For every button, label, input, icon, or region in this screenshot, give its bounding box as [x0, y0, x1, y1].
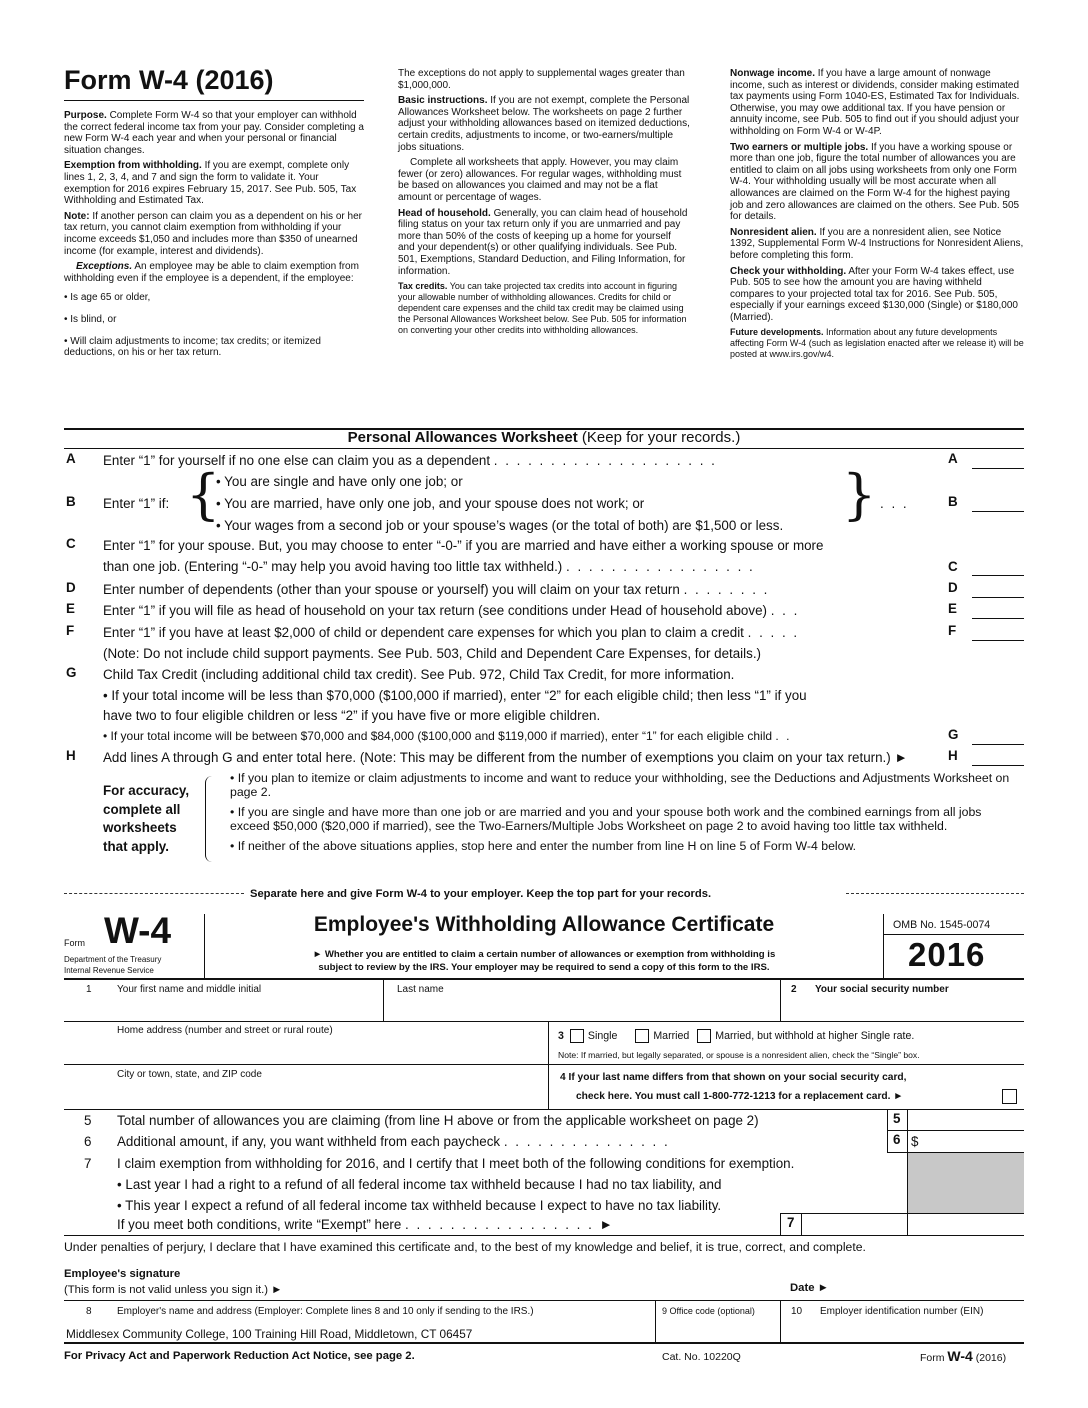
- row-c-dots: . . . . . . . . . . . . . . . . .: [566, 559, 755, 574]
- certificate-subtitle-1: ► Whether you are entitled to claim a certain number of allowances or exemption from withholding is: [312, 949, 776, 960]
- field-3-note: Note: If married, but legally separated, or spouse is a nonresident alien, check the “Single” box.: [558, 1050, 920, 1060]
- last-name-input[interactable]: [396, 998, 778, 1020]
- row-d-dots: . . . . . . . .: [683, 582, 770, 597]
- title-rule: [64, 100, 364, 101]
- vrule-ein: [780, 1301, 781, 1342]
- exception-bullet-3: • Will claim adjustments to income; tax credits; or itemized deductions, on his or her tax return.: [64, 335, 321, 359]
- row-b-answer[interactable]: [972, 495, 1024, 512]
- first-name-label: Your first name and middle initial: [117, 984, 262, 995]
- employer-rule: [64, 1342, 1024, 1344]
- line-7-bullet-1: • Last year I had a right to a refund of all federal income tax withheld because I had no tax liability, and: [117, 1177, 722, 1192]
- check-withholding-text: After your Form W-4 takes effect, use Pub. 505 to see how the amount you are having withheld compares to your projected total tax for 2016. See Pub. 505, especially if your earnings exceed $130,000 (Single) or $180,000 (Married).: [730, 265, 1018, 323]
- privacy-notice: For Privacy Act and Paperwork Reduction Act Notice, see page 2.: [64, 1350, 415, 1362]
- row-b-bullet-2: • You are married, have only one job, and your spouse does not work; or: [216, 496, 645, 511]
- row-g-right-letter: G: [948, 727, 959, 742]
- basic-heading: Basic instructions.: [398, 95, 488, 107]
- row-f-answer[interactable]: [972, 624, 1024, 641]
- tax-credits-text: You can take projected tax credits into account in figuring your allowable number of withholding allowances. Credits for child or dependent care expenses and the child tax credit may be claimed using the Personal Allowances Worksheet below. See Pub. 505 for information on converting your other credits into withholding allowances.: [398, 281, 687, 336]
- header-divider-right: [883, 914, 884, 978]
- row2-rule: [64, 1064, 1024, 1065]
- form-title: Form W-4 (2016): [64, 65, 274, 95]
- date-label: Date ►: [790, 1282, 829, 1294]
- row-f-label: Enter “1” if you have at least $2,000 of child or dependent care expenses for which you plan to claim a credit: [103, 625, 744, 640]
- row-e-label: Enter “1” if you will file as head of household on your tax return (see conditions under Head of household above): [103, 603, 767, 618]
- row-d-label: Enter number of dependents (other than your spouse or yourself) you will claim on your tax return: [103, 582, 680, 597]
- row-d-letter: D: [66, 580, 76, 595]
- instructions-column-1: [64, 110, 364, 363]
- row-c-line-2: [103, 557, 943, 577]
- vrule-shade: [907, 1152, 908, 1235]
- row-h-text: Add lines A through G and enter total here. (Note: This may be different from the number of exemptions you claim on your tax return.) ►: [103, 750, 908, 765]
- row-b-bullet-1: • You are single and have only one job; or: [216, 474, 463, 489]
- line-5-text: Total number of allowances you are claiming (from line H above or from the applicable worksheet on page 2): [117, 1113, 759, 1128]
- row-b-dots: . . .: [880, 496, 909, 511]
- row-d-text: [103, 580, 943, 600]
- left-brace-icon: {: [186, 463, 221, 526]
- line-7-number: 7: [84, 1156, 92, 1171]
- form-label: Form: [64, 938, 85, 948]
- row-g-dots: . .: [775, 729, 792, 743]
- line-7-exempt: [117, 1215, 787, 1235]
- hoh-heading: Head of household.: [398, 207, 491, 219]
- row-f-right-letter: F: [948, 623, 957, 638]
- ein-label: Employer identification number (EIN): [820, 1306, 984, 1317]
- row-d-answer[interactable]: [972, 581, 1024, 598]
- vrule-office: [655, 1301, 656, 1342]
- office-code-label: 9 Office code (optional): [662, 1306, 755, 1316]
- row-h-answer[interactable]: [972, 749, 1024, 766]
- signature-rule: [64, 1300, 1024, 1301]
- row-c-answer[interactable]: [972, 559, 1024, 576]
- line-6-text: [117, 1132, 877, 1152]
- row-e-answer[interactable]: [972, 602, 1024, 619]
- exemption-text: If you are exempt, complete only lines 1, 2, 3, 4, and 7 and sign the form to validate it. Your exemption for 2016 expires February 15, 2017. See Pub. 505, Tax Withholding and Estimated Tax.: [64, 160, 357, 207]
- row-a-answer[interactable]: [972, 452, 1024, 469]
- two-earners-heading: Two earners or multiple jobs.: [730, 141, 869, 153]
- line-6-number: 6: [84, 1134, 92, 1149]
- row-g-text: Child Tax Credit (including additional child tax credit). See Pub. 972, Child Tax Credit, for more information.: [103, 667, 735, 682]
- field-1-number: 1: [86, 984, 92, 995]
- instructions-column-3: [730, 68, 1024, 364]
- row-d-right-letter: D: [948, 580, 958, 595]
- nonresident-text: If you are a nonresident alien, see Notice 1392, Supplemental Form W-4 Instructions for Nonresident Aliens, before completing this form.: [730, 226, 1024, 261]
- row-e-letter: E: [66, 601, 75, 616]
- signature-input[interactable]: [350, 1268, 780, 1296]
- row-a-right-letter: A: [948, 451, 958, 466]
- row-h-letter: H: [66, 748, 76, 763]
- row3-rule: [64, 1109, 1024, 1110]
- certificate-subtitle-2: subject to review by the IRS. Your employer may be required to send a copy of this form to the IRS.: [318, 962, 770, 973]
- catalog-number: Cat. No. 10220Q: [662, 1351, 741, 1363]
- exception-bullet-2: • Is blind, or: [64, 313, 117, 325]
- line-7-bottom-rule: [64, 1235, 1024, 1236]
- line-5-input[interactable]: [910, 1112, 1020, 1130]
- nonwage-heading: Nonwage income.: [730, 68, 816, 79]
- name-differs-checkbox[interactable]: [1002, 1089, 1017, 1104]
- hoh-text: Generally, you can claim head of household filing status on your tax return only if you are unmarried and pay more than 50% of the costs of keeping up a home for yourself and your dependent(s) or other qualifying individuals. See Pub. 501, Exemptions, Standard Deduction, and Filing Information, for information.: [398, 207, 688, 277]
- ssn-label: Your social security number: [815, 984, 949, 995]
- row-b-right-letter: B: [948, 494, 958, 509]
- line-7-dots: . . . . . . . . . . . . . . . . . ►: [405, 1217, 615, 1232]
- row-h-right-letter: H: [948, 748, 958, 763]
- note-heading: Note:: [64, 210, 90, 222]
- separator-text: Separate here and give Form W-4 to your employer. Keep the top part for your records.: [250, 888, 712, 900]
- row-g-answer[interactable]: [972, 728, 1024, 745]
- accuracy-brace: [205, 776, 212, 862]
- two-earners-text: If you have a working spouse or more than one job, figure the total number of allowances you are entitled to claim on all jobs using worksheets from only one Form W-4. Your withholding usually will be most accurate when all allowances are claimed on the Form W-4 for the highest paying job and zero allowances are claimed on the others. See Pub. 505 for details.: [730, 141, 1020, 223]
- footer-form-year: (2016): [975, 1352, 1007, 1364]
- vrule-status: [548, 1022, 549, 1110]
- certificate-title: Employee's Withholding Allowance Certificate: [313, 913, 775, 936]
- department: Department of the Treasury: [64, 955, 162, 964]
- worksheet-subtitle: (Keep for your records.): [581, 429, 741, 446]
- row-e-text: [103, 601, 943, 621]
- separator-row: [64, 886, 1024, 902]
- worksheets-text: Complete all worksheets that apply. However, you may claim fewer (or zero) allowances. For regular wages, withholding must be based on allowances you claimed and may not be a flat amount or percentage of wages.: [398, 157, 682, 203]
- city-label: City or town, state, and ZIP code: [117, 1069, 262, 1080]
- basic-text: If you are not exempt, complete the Personal Allowances Worksheet below. The worksheets on page 2 further adjust your withholding allowances based on itemized deductions, certain credits, adjustments to income, or two-earners/multiple jobs situations.: [398, 95, 690, 153]
- office-code-input[interactable]: [660, 1320, 778, 1340]
- line-5-rule: [887, 1130, 1024, 1131]
- row-b-letter: B: [66, 494, 76, 509]
- exempt-input[interactable]: [804, 1215, 904, 1233]
- row-a-letter: A: [66, 451, 76, 466]
- supplemental-text: The exceptions do not apply to supplemental wages greater than $1,000,000.: [398, 68, 685, 91]
- line-7-box-number: 7: [787, 1215, 795, 1230]
- row-c-letter: C: [66, 536, 76, 551]
- purpose-heading: Purpose.: [64, 110, 107, 121]
- nonresident-heading: Nonresident alien.: [730, 226, 817, 238]
- accuracy-item-3: • If neither of the above situations applies, stop here and enter the number from line H on line 5 of Form W-4 below.: [230, 839, 857, 853]
- single-checkbox[interactable]: [570, 1029, 584, 1043]
- married-label: Married: [653, 1029, 690, 1042]
- date-input[interactable]: [840, 1280, 1020, 1298]
- employer-label: Employer's name and address (Employer: Complete lines 8 and 10 only if sending to the IRS.): [117, 1306, 534, 1317]
- row1-rule: [64, 1021, 1024, 1022]
- field-4-line-1: 4 If your last name differs from that shown on your social security card,: [560, 1072, 907, 1083]
- row-a-text: [103, 451, 943, 471]
- line-6-box-number: 6: [893, 1132, 901, 1147]
- row-g-letter: G: [66, 665, 77, 680]
- signature-note: (This form is not valid unless you sign it.) ►: [64, 1284, 283, 1296]
- row-f-note: (Note: Do not include child support payments. See Pub. 503, Child and Dependent Care Expenses, for details.): [103, 646, 762, 661]
- vrule-line-7: [780, 1214, 781, 1235]
- line-6-label: Additional amount, if any, you want withheld from each paycheck: [117, 1134, 501, 1149]
- vrule-line-7b: [801, 1214, 802, 1235]
- line-6-input[interactable]: [924, 1133, 1020, 1151]
- exemption-heading: Exemption from withholding.: [64, 160, 202, 172]
- line-5-box-number: 5: [893, 1111, 901, 1126]
- future-heading: Future developments.: [730, 327, 824, 338]
- row-g-line-1: • If your total income will be less than $70,000 ($100,000 if married), enter “2” for each eligible child; then less “1” if you: [103, 688, 807, 703]
- purpose-text: Complete Form W-4 so that your employer can withhold the correct federal income tax from your pay. Consider completing a new Form W-4 each year and when your personal or financial situation changes.: [64, 110, 364, 156]
- note-text: If another person can claim you as a dependent on his or her tax return, you cannot claim exemption from withholding if your income exceeds $1,050 and includes more than $350 of unearned income (for example, interest and dividends).: [64, 210, 362, 257]
- field-3-number: 3: [558, 1029, 564, 1042]
- exceptions-text: An employee may be able to claim exemption from withholding even if the employee is a dependent, if the employee:: [64, 261, 359, 284]
- form-name: W-4: [104, 910, 172, 951]
- worksheet-title: Personal Allowances Worksheet: [347, 429, 578, 446]
- future-text: Information about any future developments affecting Form W-4 (such as legislation enacted after we release it) will be posted at www.irs.gov/w4.: [730, 327, 1024, 360]
- vrule-line-num: [887, 1110, 888, 1152]
- worksheet-heading: [64, 428, 1024, 448]
- row-c-right-letter: C: [948, 559, 958, 574]
- employer-name-value[interactable]: Middlesex Community College, 100 Training Hill Road, Middletown, CT 06457: [66, 1327, 473, 1341]
- separator-dash-left: [64, 893, 244, 894]
- married-higher-label: Married, but withhold at higher Single rate.: [715, 1029, 915, 1042]
- ssn-input[interactable]: [790, 998, 1020, 1020]
- home-address-label: Home address (number and street or rural route): [117, 1025, 333, 1036]
- perjury-statement: Under penalties of perjury, I declare that I have examined this certificate and, to the best of my knowledge and belief, it is true, correct, and complete.: [64, 1240, 866, 1254]
- row-g-line-3: [103, 727, 791, 745]
- filing-status: [558, 1029, 914, 1043]
- tax-credits-heading: Tax credits.: [398, 281, 448, 292]
- line-7-exempt-label: If you meet both conditions, write “Exempt” here: [117, 1217, 402, 1232]
- nonwage-text: If you have a large amount of nonwage income, such as interest or dividends, consider making estimated tax payments using Form 1040-ES, Estimated Tax for Individuals. Otherwise, you may owe additional tax. If you have pension or annuity income, see Pub. 505 to find out if you should adjust your withholding on Form W-4 or W-4P.: [730, 68, 1020, 137]
- line-7-top-rule: [780, 1213, 1024, 1214]
- certificate-subtitle: [205, 948, 883, 974]
- row-f-dots: . . . . .: [747, 625, 800, 640]
- married-higher-checkbox[interactable]: [697, 1029, 711, 1043]
- dollar-sign: $: [911, 1134, 919, 1149]
- exception-bullet-1: • Is age 65 or older,: [64, 292, 151, 304]
- instructions-column-2: [398, 68, 690, 340]
- exceptions-heading: Exceptions.: [76, 261, 133, 273]
- ein-input[interactable]: [786, 1320, 1020, 1340]
- accuracy-label: For accuracy, complete all worksheets that apply.: [103, 783, 190, 854]
- line-7-bullet-2: • This year I expect a refund of all federal income tax withheld because I expect to have no tax liability.: [117, 1198, 722, 1213]
- line-6-dots: . . . . . . . . . . . . . . .: [503, 1134, 670, 1149]
- row-e-dots: . . .: [770, 603, 800, 618]
- footer-form-id: [920, 1348, 1006, 1364]
- home-address-input[interactable]: [116, 1040, 546, 1062]
- row-c-line-1: Enter “1” for your spouse. But, you may choose to enter “-0-” if you are married and have either a working spouse or more: [103, 538, 824, 553]
- field-8-number: 8: [86, 1306, 92, 1317]
- field-2-number: 2: [791, 984, 797, 995]
- field-10-number: 10: [791, 1306, 803, 1317]
- row-c-label: than one job. (Entering “-0-” may help you avoid having too little tax withheld.): [103, 559, 563, 574]
- first-name-input[interactable]: [116, 998, 382, 1020]
- form-year: 2016: [908, 936, 986, 973]
- line-7-text: I claim exemption from withholding for 2016, and I certify that I meet both of the following conditions for exemption.: [117, 1156, 795, 1171]
- right-brace-icon: }: [842, 463, 877, 526]
- city-input[interactable]: [116, 1084, 546, 1106]
- married-checkbox[interactable]: [635, 1029, 649, 1043]
- cert-top-rule: [64, 978, 1024, 980]
- row-f-letter: F: [66, 623, 75, 638]
- omb-number: OMB No. 1545-0074: [893, 919, 991, 931]
- vrule-amount: [907, 1110, 908, 1152]
- row-a-dots: . . . . . . . . . . . . . . . . . . . .: [493, 453, 717, 468]
- shaded-area: [908, 1153, 1024, 1213]
- last-name-label: Last name: [397, 984, 444, 995]
- line-5-number: 5: [84, 1113, 92, 1128]
- row-g-line-2: have two to four eligible children or less “2” if you have five or more eligible children.: [103, 708, 601, 723]
- vrule-ssn: [780, 980, 781, 1022]
- row-b-prefix: Enter “1” if:: [103, 496, 170, 511]
- field-4-line-2: check here. You must call 1-800-772-1213 for a replacement card. ►: [576, 1091, 904, 1102]
- accuracy-item-2: • If you are single and have more than one job or are married and you and your spouse both work and the combined earnings from all jobs exceed $50,000 ($20,000 if married), see the Two-Earners/Multiple Jobs Worksheet on page 2 to avoid having too little tax withheld.: [230, 805, 982, 833]
- accuracy-item-1: • If you plan to itemize or claim adjustments to income and want to reduce your withholding, see the Deductions and Adjustments Worksheet on page 2.: [230, 771, 1010, 799]
- row-b-bullet-3: • Your wages from a second job or your spouse’s wages (or the total of both) are $1,500 or less.: [216, 518, 784, 533]
- footer-form-label: Form: [920, 1352, 945, 1364]
- separator-dash-right: [846, 893, 1024, 894]
- signature-heading: Employee's signature: [64, 1268, 181, 1280]
- row-e-right-letter: E: [948, 601, 957, 616]
- single-label: Single: [587, 1029, 618, 1042]
- accuracy-instructions: [230, 772, 1010, 854]
- worksheet-title-rule: [64, 448, 1024, 449]
- irs: Internal Revenue Service: [64, 966, 154, 975]
- row-f-text: [103, 623, 943, 643]
- footer-form-name: W-4: [947, 1348, 973, 1364]
- check-withholding-heading: Check your withholding.: [730, 265, 847, 277]
- row-g-line-3-label: • If your total income will be between $70,000 and $84,000 ($100,000 and $119,000 if married), enter “1” for each eligible child: [103, 729, 773, 743]
- vrule-name: [383, 980, 384, 1022]
- row-a-label: Enter “1” for yourself if no one else can claim you as a dependent: [103, 453, 491, 468]
